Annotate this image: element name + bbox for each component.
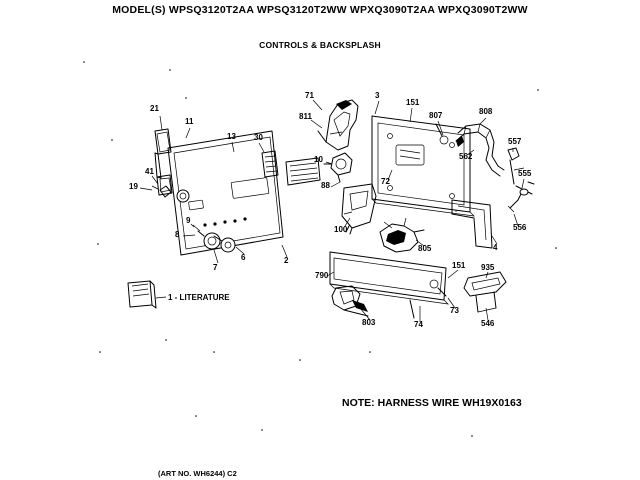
bracket-935-546 — [464, 272, 506, 312]
scan-specks — [83, 61, 557, 437]
bracket-19-41-group — [152, 186, 171, 197]
callout-151-top: 151 — [406, 98, 420, 107]
callout-11: 11 — [185, 117, 194, 126]
lower-bracket-group — [330, 252, 448, 318]
callout-557: 557 — [508, 137, 522, 146]
callout-19: 19 — [129, 182, 138, 191]
callout-6: 6 — [241, 253, 246, 262]
hose-808-group — [456, 124, 504, 176]
callout-7: 7 — [213, 263, 218, 272]
callout-71: 71 — [305, 91, 314, 100]
callout-935: 935 — [481, 263, 495, 272]
callout-805: 805 — [418, 244, 432, 253]
callout-72: 72 — [381, 177, 390, 186]
callout-2: 2 — [284, 256, 289, 265]
callout-556: 556 — [513, 223, 527, 232]
art-number: (ART NO. WH6244) C2 — [158, 469, 237, 478]
literature-booklet — [128, 281, 156, 308]
callout-100: 100 — [334, 225, 348, 234]
callout-13: 13 — [227, 132, 236, 141]
callout-807: 807 — [429, 111, 443, 120]
lid-hinge-bracket-group — [318, 100, 358, 150]
support-bracket-4 — [452, 200, 492, 248]
callout-41: 41 — [145, 167, 154, 176]
harness-note: NOTE: HARNESS WIRE WH19X0163 — [342, 397, 522, 409]
grommet-807 — [436, 124, 448, 144]
knob-assembly-group — [191, 224, 235, 252]
callout-88: 88 — [321, 181, 330, 190]
callout-803: 803 — [362, 318, 376, 327]
callout-10: 10 — [314, 155, 323, 164]
page-subtitle: CONTROLS & BACKSPLASH — [259, 40, 381, 50]
callout-151-lower: 151 — [452, 261, 466, 270]
callout-808: 808 — [479, 107, 493, 116]
callout-8: 8 — [175, 230, 180, 239]
callout-790: 790 — [315, 271, 329, 280]
callout-21: 21 — [150, 104, 159, 113]
page-title: MODEL(S) WPSQ3120T2AA WPSQ3120T2WW WPXQ3090T2AA WPXQ3090T2WW — [112, 4, 528, 16]
callout-546: 546 — [481, 319, 495, 328]
callout-562: 562 — [459, 152, 473, 161]
switch-round-part — [324, 153, 352, 182]
literature-label: 1 - LITERATURE — [168, 293, 230, 302]
callout-555: 555 — [518, 169, 532, 178]
terminal-strip-group — [262, 151, 320, 185]
callout-73: 73 — [450, 306, 459, 315]
callout-30: 30 — [254, 133, 263, 142]
callout-9: 9 — [186, 216, 191, 225]
callout-74: 74 — [414, 320, 423, 329]
callout-3: 3 — [375, 91, 380, 100]
callout-4: 4 — [493, 243, 498, 252]
callout-811: 811 — [299, 112, 312, 121]
clamp-557-group — [508, 148, 534, 212]
